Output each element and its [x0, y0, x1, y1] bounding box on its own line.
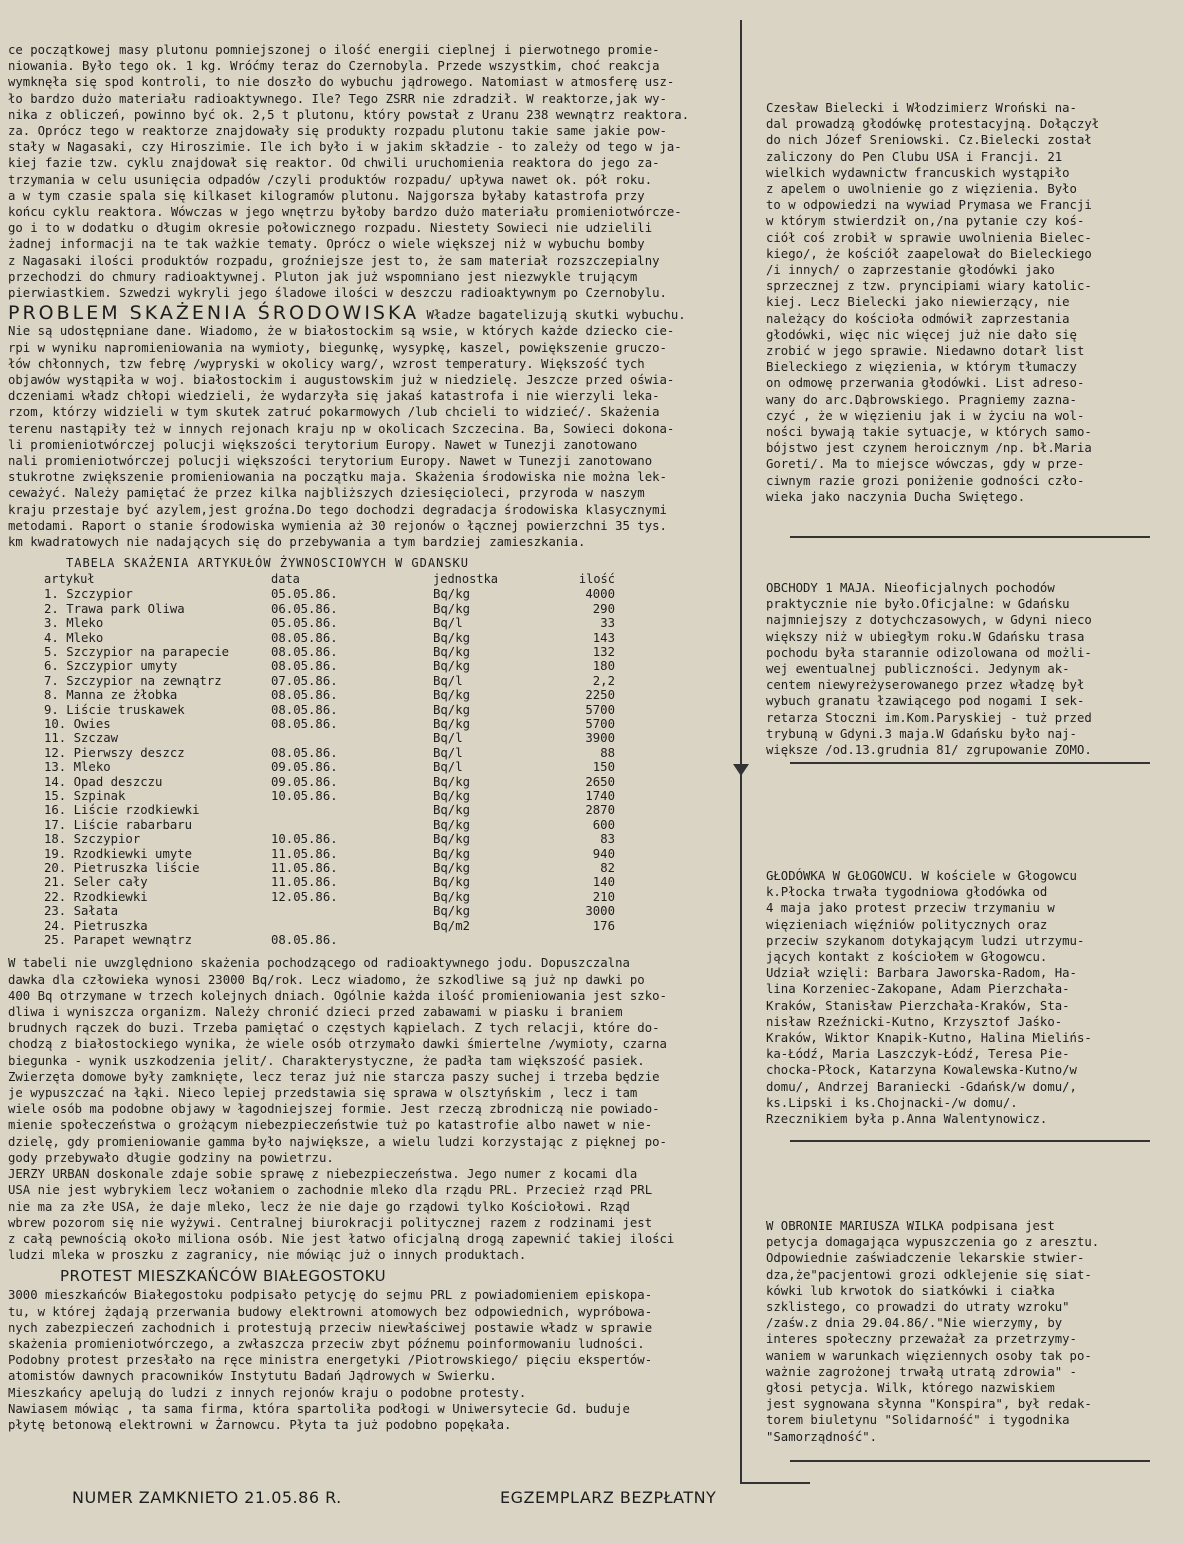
cell-amount: 82 — [600, 861, 615, 876]
cell-amount: 88 — [600, 745, 615, 760]
cell-date — [265, 803, 427, 817]
table-row — [38, 775, 621, 789]
cell-unit: Bq/m2 — [433, 918, 471, 933]
cell-date — [265, 818, 427, 832]
cell-amount: 1740 — [585, 788, 615, 803]
cell-article: 22. Rzodkiewki — [44, 889, 148, 904]
cell-article: 8. Manna ze żłobka — [44, 688, 178, 703]
cell-date: 12.05.86. — [271, 889, 338, 904]
cell-article: 7. Szczypior na zewnątrz — [44, 673, 222, 688]
divider-arrow-icon — [733, 764, 749, 776]
table-row — [38, 631, 621, 645]
cell-article: 13. Mleko — [44, 760, 111, 775]
table-body — [38, 587, 621, 947]
table-row — [38, 645, 621, 659]
cell-article: 19. Rzodkiewki umyte — [44, 846, 193, 861]
cell-amount: 143 — [592, 630, 615, 645]
table-row — [38, 861, 621, 875]
cell-amount: 5700 — [585, 716, 615, 731]
cell-amount: 2650 — [585, 774, 615, 789]
cell-amount: 132 — [592, 644, 615, 659]
bielecki-rule — [790, 536, 1150, 538]
cell-amount: 210 — [592, 889, 615, 904]
cell-unit: Bq/l — [433, 616, 463, 631]
bielecki-article: Czesław Bielecki i Włodzimierz Wroński na- dal prowadzą głodówkę protestacyjną. Dołączył do nich Józef Sreniowski. Cz.Bielecki został zaliczony do Pen Clubu USA i Francji. 21 wielkich wydawnictw francuskich wystąpiło z apelem o uwolnienie go z więzienia. Było to w odpowiedzi na wywiad Prymasa we Francji w którym stwierdził on,/na pytanie czy koś- ciół coś zrobił w sprawie uwolnienia Bielec- kiego/, że kościół zaapelował do Bieleckiego /i innych/ o zaprzestanie głodówki jako sprzecznej z tzw. pryncipiami wiary katolic- kiej. Lecz Bielecki jako niewierzący, nie należący do kościoła odmówił zaprzestania głodówki, więc nic więcej już nie dało się zrobić w jego sprawie. Niedawno dotarł list Bieleckiego z więzienia, w którym tłumaczy on odmowę przerwania głodówki. List adreso- wany do arc.Dąbrowskiego. Pragniemy zazna- czyć , że w więzieniu jak i w życiu na wol- ności bywają takie sytuacje, w których samo- bójstwo jest czynem heroicznym /np. bł.Maria Goreti/. Ma to miejsce wówczas, gdy w prze- ciwnym razie grozi poniżenie godności czło- wieka jako naczynia Ducha Swiętego. — [766, 101, 1100, 504]
cell-date: 09.05.86. — [271, 774, 338, 789]
table-row — [38, 760, 621, 774]
cell-date: 10.05.86. — [271, 788, 338, 803]
cell-date: 05.05.86. — [271, 587, 338, 602]
cell-unit: Bq/l — [433, 745, 463, 760]
table-header-row — [38, 572, 621, 587]
cell-date: 08.05.86. — [271, 659, 338, 674]
wilk-article: W OBRONIE MARIUSZA WILKA podpisana jest petycja domagająca wypuszczenia go z aresztu. Odpowiednie zaświadczenie lekarskie stwier- dza,że"pacjentowi grozi odklejenie się siat- kówki lub krwotok do siatkówki i ciałka szklistego, co prowadzi do utraty wzroku" /zaśw.z dnia 29.04.86/."Nie wierzymy, by interes społeczny przeważał za przetrzymy- waniem w warunkach więziennych osoby tak po- ważnie zagrożonej trwałą utratą zdrowia" - głosi petycja. Wilk, którego nazwiskiem jest sygnowana słynna "Konspira", był redak- torem biuletynu "Solidarność" i tygodnika "Samorządność". — [766, 1219, 1100, 1444]
table-row — [38, 933, 621, 947]
cell-date: 11.05.86. — [271, 861, 338, 876]
col-header-date: data — [271, 572, 300, 587]
table-row — [38, 832, 621, 846]
cell-unit: Bq/kg — [433, 817, 471, 832]
cell-unit: Bq/kg — [433, 904, 471, 919]
table-row — [38, 717, 621, 731]
cell-unit: Bq/kg — [433, 774, 471, 789]
cell-date — [265, 919, 427, 933]
cell-unit: Bq/kg — [433, 832, 471, 847]
cell-date: 11.05.86. — [271, 875, 338, 890]
cell-article: 9. Liście truskawek — [44, 702, 185, 717]
cell-unit — [427, 933, 549, 947]
cell-amount: 180 — [592, 659, 615, 674]
table-row — [38, 890, 621, 904]
cell-article: 4. Mleko — [44, 630, 104, 645]
cell-date: 08.05.86. — [271, 702, 338, 717]
divider-foot-line — [740, 1482, 810, 1484]
cell-date: 05.05.86. — [271, 616, 338, 631]
cell-unit: Bq/l — [433, 673, 463, 688]
table-row — [38, 616, 621, 630]
heading-pollution: PROBLEM SKAŻENIA ŚRODOWISKA — [8, 302, 420, 325]
free-copy-stamp: EGZEMPLARZ BEZPŁATNY — [500, 1488, 717, 1507]
intro-article: ce początkowej masy plutonu pomniejszonej o ilość energii cieplnej i pierwotnego promie- niowania. Było tego ok. 1 kg. Wróćmy teraz do Czernobyla. Przede wszystkim, choć reakcja wymknęła się spod kontroli, to nie doszło do wybuchu jądrowego. Natomiast w atmosferę usz- ło bardzo dużo materiału radioaktywnego. Ile? Tego ZSRR nie zdradził. W reaktorze,jak wy- nika z obliczeń, powinno być ok. 2,5 t plutonu, który powstał z Uranu 238 wewnątrz reaktora. za. Oprócz tego w reaktorze znajdowały się produkty rozpadu plutonu takie same jakie pow- stały w Nagasaki, czy Hiroszimie. Ile ich było i w jakim składzie - to zależy od tego w ja- kiej fazie tzw. cyklu znajdował się reaktor. Od chwili uruchomienia reaktora do jego za- trzymania w celu usunięcia odpadów /czyli produktów rozpadu/ upływa nawet ok. pół roku. a w tym czasie spala się kilkaset kilogramów plutonu. Najgorsza byłaby katastrofa przy końcu cyklu reaktora. Wówczas w jego wnętrzu byłoby bardzo dużo materiału promieniotwórcze- go i to w dodatku o długim okresie połowicznego rozpadu. Niestety Sowieci nie udzielili żadnej informacji na te tak ważkie tematy. Oprócz o wiele większej niż w wybuchu bomby z Nagasaki ilości produktów rozpadu, groźniejsze jest to, że sam materiał rozszczepialny przechodzi do chmury radioaktywnej. Pluton jak już wspomniano jest niezwykle trującym pierwiastkiem. Szwedzi wykryli jego śladowe ilości w deszczu radioaktywnym po Czernobylu. — [8, 43, 690, 301]
cell-unit: Bq/kg — [433, 716, 471, 731]
cell-article: 1. Szczypior — [44, 587, 133, 602]
table-title: TABELA SKAŻENIA ARTYKUŁÓW ŻYWNOSCIOWYCH W GDANSKU — [66, 556, 470, 571]
cell-amount: 150 — [592, 760, 615, 775]
cell-amount: 290 — [592, 601, 615, 616]
cell-unit: Bq/kg — [433, 788, 471, 803]
cell-article: 12. Pierwszy deszcz — [44, 745, 185, 760]
cell-article: 16. Liście rzodkiewki — [44, 803, 200, 818]
cell-date: 09.05.86. — [271, 760, 338, 775]
wilk-rule — [790, 1460, 1150, 1462]
cell-article: 18. Szczypior — [44, 832, 141, 847]
table-row — [38, 587, 621, 601]
protest-text: 3000 mieszkańców Białegostoku podpisało petycję do sejmu PRL z powiadomieniem episkopa- tu, w której żądają przerwania budowy elektrowni atomowych bez odpowiednich, wypróbowa- nych zabezpieczeń zachodnich i protestują przeciw niewłaściwej postawie władz w sprawie skażenia promieniotwórczego, a zwłaszcza przeciw zbyt późnemu poinformowaniu ludności. Podobny protest przesłało na ręce ministra energetyki /Piotrowskiego/ pięciu ekspertów- atomistów dawnych pracowników Instytutu Badań Jądrowych w Swierku. Mieszkańcy apelują do ludzi z innych rejonów kraju o podobne protesty. Nawiasem mówiąc , ta sama firma, która spartoliła podłogi w Uniwersytecie Gd. buduje płytę betonową elektrowni w Żarnowcu. Płyta ta już podobno popękała. — [8, 1288, 653, 1432]
cell-amount: 33 — [600, 616, 615, 631]
cell-unit: Bq/kg — [433, 659, 471, 674]
may-day-article: OBCHODY 1 MAJA. Nieoficjalnych pochodów praktycznie nie było.Oficjalne: w Gdańsku najmniejszy z dotychczasowych, w Gdyni nieco większy niż w ubiegłym roku.W Gdańsku trasa pochodu była starannie odizolowana od możli- wej ewentualnej publiczności. Jedynym ak- centem niewyreżyserowanego przez władzę był wybuch granatu łzawiącego pod nogami I sek- retarza Stoczni im.Kom.Paryskiej - tuż przed trybuną w Gdyni.3 maja.W Gdańsku było naj- większe /od.13.grudnia 81/ zgrupowanie ZOMO. — [766, 581, 1092, 758]
pollution-lead: Władze bagatelizują skutki wybuchu. — [419, 308, 686, 323]
table-row — [38, 789, 621, 803]
table-row — [38, 731, 621, 745]
col-header-amount: ilość — [578, 572, 615, 587]
cell-date — [265, 731, 427, 745]
cell-article: 10. Owies — [44, 716, 111, 731]
cell-unit: Bq/kg — [433, 702, 471, 717]
hunger-strike-rule — [790, 1140, 1150, 1142]
table-row — [38, 602, 621, 616]
pollution-article — [8, 302, 728, 325]
cell-date: 08.05.86. — [271, 644, 338, 659]
cell-unit: Bq/kg — [433, 803, 471, 818]
cell-unit: Bq/kg — [433, 861, 471, 876]
cell-unit: Bq/kg — [433, 875, 471, 890]
cell-article: 23. Sałata — [44, 904, 119, 919]
cell-unit: Bq/kg — [433, 601, 471, 616]
table-row — [38, 818, 621, 832]
cell-amount: 2,2 — [592, 673, 615, 688]
cell-date: 06.05.86. — [271, 601, 338, 616]
hunger-strike-article: GŁODÓWKA W GŁOGOWCU. W kościele w Głogowcu k.Płocka trwała tygodniowa głodówka od 4 maja jako protest przeciw trzymaniu w więzieniach więźniów politycznych oraz przeciw szykanom dotykającym ludzi utrzymu- jących kontakt z kościołem w Głogowcu. Udział wzięli: Barbara Jaworska-Radom, Ha- lina Korzeniec-Zakopane, Adam Pierzchała- Kraków, Stanisław Pierzchała-Kraków, Sta- nisław Rzeźnicki-Kutno, Krzysztof Jaśko- Kraków, Wiktor Knapik-Kutno, Halina Mielińs- ka-Łódź, Maria Laszczyk-Łódź, Teresa Pie- chocka-Płock, Katarzyna Kowalewska-Kutno/w domu/, Andrzej Baraniecki -Gdańsk/w domu/, ks.Lipski i ks.Chojnacki-/w domu/. Rzecznikiem była p.Anna Walentynowicz. — [766, 869, 1092, 1127]
cell-amount: 83 — [600, 832, 615, 847]
left-column — [8, 42, 728, 1433]
cell-amount: 4000 — [585, 587, 615, 602]
table-row — [38, 919, 621, 933]
cell-unit: Bq/l — [433, 760, 463, 775]
col-header-article: artykuł — [44, 572, 95, 587]
col-header-unit: jednostka — [433, 572, 499, 587]
cell-amount: 2250 — [585, 688, 615, 703]
cell-article: 24. Pietruszka — [44, 918, 148, 933]
cell-date: 08.05.86. — [271, 933, 338, 948]
table-row — [38, 674, 621, 688]
cell-article: 5. Szczypior na parapecie — [44, 644, 230, 659]
cell-unit: Bq/kg — [433, 846, 471, 861]
cell-date: 08.05.86. — [271, 745, 338, 760]
table-row — [38, 875, 621, 889]
issue-closed-stamp: NUMER ZAMKNIETO 21.05.86 R. — [72, 1488, 342, 1507]
cell-amount: 600 — [592, 817, 615, 832]
heading-protest: PROTEST MIESZKAŃCÓW BIAŁEGOSTOKU — [60, 1267, 387, 1286]
cell-date: 08.05.86. — [271, 716, 338, 731]
cell-unit: Bq/kg — [433, 889, 471, 904]
cell-unit: Bq/kg — [433, 688, 471, 703]
cell-amount: 5700 — [585, 702, 615, 717]
cell-date: 10.05.86. — [271, 832, 338, 847]
cell-date: 08.05.86. — [271, 688, 338, 703]
table-row — [38, 703, 621, 717]
cell-unit: Bq/kg — [433, 630, 471, 645]
cell-article: 2. Trawa park Oliwa — [44, 601, 185, 616]
cell-unit: Bq/l — [433, 731, 463, 746]
cell-date — [265, 904, 427, 918]
cell-date: 07.05.86. — [271, 673, 338, 688]
column-divider — [740, 20, 742, 1482]
cell-unit: Bq/kg — [433, 644, 471, 659]
pollution-text: Nie są udostępniane dane. Wiadomo, że w białostockim są wsie, w których każde dziecko cie- rpi w wyniku napromieniowania na wymioty, biegunkę, wysypkę, kaszel, powiększenie gruczo- łów chłonnych, tzw febrę /wypryski w okolicy warg/, wzrost temperatury. Większość tych objawów wystąpiła w woj. białostockim i augustowskim już w niedzielę. Jeszcze przed oświa- dczeniami władz chłopi wiedzieli, że wydarzyła się jakaś katastrofa i nie wierzyli leka- rzom, którzy widzieli w tym skutek zatruć pokarmowych /lub chcieli to widzieć/. Skażenia terenu nastąpiły też w innych rejonach kraju np w okolicach Szczecina. Ba, Sowieci dokona- li promieniotwórczej polucji większości terytorium Europy. Nawet w Tunezji zanotowano nali promieniotwórczej polucji większości terytorium Europy. Nawet w Tunezji zanotowano stukrotne zwiększenie promieniowania na początku maja. Skażenia środowiska nie można lek- ceważyć. Należy pamiętać że przez kilka najbliższych dziesięcioleci, przyroda w naszym kraju przestaje być azylem,jest groźna.Do tego dochodzi degradacja środowiska klasycznymi metodami. Raport o stanie środowiska wymienia aż 30 rejonów o łącznej powierzchni 35 tys. km kwadratowych nie nadających się do przebywania a tym bardziej zamieszkania. — [8, 324, 675, 550]
cell-article: 17. Liście rabarbaru — [44, 817, 193, 832]
table-row — [38, 904, 621, 918]
table-row — [38, 746, 621, 760]
after-table-text: W tabeli nie uwzględniono skażenia pochodzącego od radioaktywnego jodu. Dopuszczalna dawka dla człowieka wynosi 23000 Bq/rok. Lecz wiadomo, że szkodliwe są już np dawki po 400 Bq otrzymane w trzech kolejnych dniach. Ogólnie każda ilość promieniowania jest szko- dliwa i wyniszcza organizm. Należy chronić dzieci przed zabawami w piasku i braniem brudnych rączek do buzi. Trzeba pamiętać o częstych kąpielach. Z tych relacji, które do- chodzą z białostockiego wynika, że wiele osób otrzymało dawki śmiertelne /wymioty, czarna biegunka - wynik uszkodzenia jelit/. Charakterystyczne, że padła tam większość pasiek. Zwierzęta domowe były zamknięte, lecz teraz już nie starcza paszy suchej i trzeba będzie je wypuszczać na łąki. Nieco lepiej przedstawia się sprawa w olsztyńskim , lecz i tam wiele osób ma podobne objawy w łagodniejszej formie. Jest rzeczą zbrodniczą nie powiado- mienie społeczeństwa o grożącym niebezpieczeństwie tuż po katastrofie albo nawet w nie- dzielę, gdy promieniowanie gamma było największe, a wielu ludzi korzystając z pięknej po- gody przebywało długie godziny na powietrzu. JERZY URBAN doskonale zdaje sobie sprawę z niebezpieczeństwa. Jego numer z kocami dla USA nie jest wybrykiem lecz wołaniem o zachodnie mleko dla rządu PRL. Przecież rząd PRL nie ma za złe USA, że daje mleko, lecz że nie daje go rządowi tylko Kościołowi. Rząd wbrew pozorom się nie wyżywi. Centralnej biurokracji politycznej razem z rodzinami jest z całą pewnością około miliona osób. Nie jest łatwo oficjalną drogą zapewnić takiej ilości ludzi mleka w proszku z zagranicy, nie mówiąc już o innych produktach. — [8, 956, 675, 1263]
cell-article: 6. Szczypior umyty — [44, 659, 178, 674]
cell-amount — [549, 933, 621, 947]
cell-article: 11. Szczaw — [44, 731, 119, 746]
table-row — [38, 847, 621, 861]
cell-article: 3. Mleko — [44, 616, 104, 631]
contamination-table — [38, 572, 621, 947]
cell-article: 21. Seler cały — [44, 875, 148, 890]
cell-amount: 140 — [592, 875, 615, 890]
table-row — [38, 659, 621, 673]
table-row — [38, 803, 621, 817]
cell-amount: 3000 — [585, 904, 615, 919]
cell-article: 25. Parapet wewnątrz — [44, 933, 193, 948]
cell-amount: 3900 — [585, 731, 615, 746]
cell-amount: 940 — [592, 846, 615, 861]
cell-unit: Bq/kg — [433, 587, 471, 602]
cell-amount: 2870 — [585, 803, 615, 818]
cell-article: 14. Opad deszczu — [44, 774, 163, 789]
cell-date: 11.05.86. — [271, 846, 338, 861]
cell-amount: 176 — [592, 918, 615, 933]
table-row — [38, 688, 621, 702]
cell-article: 20. Pietruszka liście — [44, 861, 200, 876]
cell-article: 15. Szpinak — [44, 788, 126, 803]
cell-date: 08.05.86. — [271, 630, 338, 645]
may-day-rule — [790, 762, 1150, 764]
